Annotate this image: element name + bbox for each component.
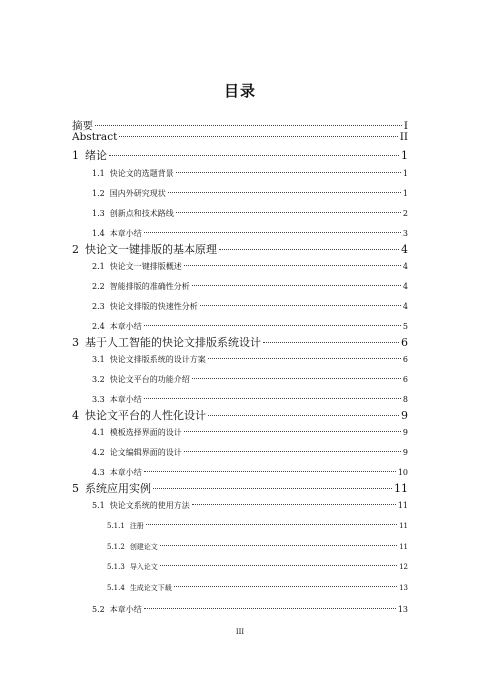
toc-entry-label: Abstract [72,131,118,143]
toc-entry-page: I [403,120,408,132]
toc-entry-number: 1.2 [92,189,105,198]
toc-entry[interactable] [92,281,408,292]
toc-entry-page: 4 [402,282,408,291]
toc-entry-page: 6 [402,355,408,364]
toc-entry-label: 快论文一键排版的基本原理 [85,243,217,256]
toc-entry-page: 4 [402,302,408,311]
toc-dot-leader [184,431,401,432]
toc-entry-number: 3.3 [92,395,105,404]
toc-entry-number: 4.3 [92,468,105,477]
toc-entry-page: 10 [397,468,408,477]
toc-entry-label: 国内外研究现状 [109,189,166,198]
toc-entry[interactable] [107,562,408,572]
toc-entry-number: 2.2 [92,282,105,291]
toc-entry-label: 导入论文 [129,563,158,571]
toc-dot-leader [174,586,397,587]
toc-entry-label: 系统应用实例 [85,482,151,495]
toc-entry[interactable] [92,467,408,478]
toc-entry-label: 快论文系统的使用方法 [109,501,190,510]
toc-dot-leader [95,125,402,126]
toc-entry-page: 1 [401,149,408,162]
toc-entry-label: 本章小结 [109,322,142,331]
toc-entry[interactable] [92,354,408,365]
toc-entry[interactable] [92,168,408,179]
toc-entry-label: 本章小结 [109,395,142,404]
toc-entry-page: 11 [399,543,408,551]
toc-dot-leader [176,172,401,173]
toc-entry-number: 2.1 [92,262,105,271]
toc-entry-page: 13 [397,605,408,614]
toc-entry[interactable] [72,407,408,423]
toc-dot-leader [192,378,401,379]
toc-dot-leader [219,249,399,250]
toc-entry-number: 5.2 [92,605,105,614]
toc-entry[interactable] [92,208,408,219]
toc-entry-label: 本章小结 [109,229,142,238]
toc-entry-label: 快论文平台的人性化设计 [85,409,206,422]
toc-entry-page: 11 [399,522,408,530]
toc-dot-leader [109,155,399,156]
toc-entry[interactable] [72,131,408,143]
toc-entry-page: 2 [402,209,408,218]
toc-entry-label: 快论文排版系统的设计方案 [109,355,206,364]
toc-dot-leader [160,545,397,546]
toc-dot-leader [146,524,397,525]
toc-entry-page: 9 [402,428,408,437]
toc-entry-number: 3 [72,336,79,349]
toc-entry-number: 1.4 [92,229,105,238]
toc-entry-number: 1.1 [92,169,105,178]
toc-entry-label: 生成论文下载 [129,584,172,592]
toc-entry-number: 5.1 [92,501,105,510]
toc-entry-number: 5 [72,482,79,495]
toc-entry[interactable] [92,604,408,615]
toc-dot-leader [192,504,396,505]
toc-dot-leader [168,192,401,193]
toc-entry-number: 4.1 [92,428,105,437]
toc-entry-page: 11 [394,482,408,495]
toc-dot-leader [144,232,401,233]
toc-entry-page: 8 [402,395,408,404]
toc-entry-number: 1.3 [92,209,105,218]
toc-entry-number: 2.4 [92,322,105,331]
toc-dot-leader [144,325,401,326]
toc-dot-leader [208,358,401,359]
toc-dot-leader [208,415,399,416]
toc-dot-leader [144,398,401,399]
toc-dot-leader [184,451,401,452]
page-number: III [235,628,245,636]
toc-entry-page: II [399,131,408,143]
toc-entry[interactable] [92,261,408,272]
toc-dot-leader [200,305,401,306]
toc-entry[interactable] [92,394,408,405]
toc-entry-page: 9 [401,409,408,422]
toc-entry-page: 6 [401,336,408,349]
toc-entry-label: 快论文一键排版概述 [109,262,182,271]
toc-dot-leader [176,212,401,213]
toc-dot-leader [192,285,401,286]
toc-entry[interactable] [72,480,408,496]
toc-entry-number: 4.2 [92,448,105,457]
toc-entry-number: 5.1.2 [107,543,125,551]
toc-entry-label: 快论文平台的功能介绍 [109,375,190,384]
toc-entry-label: 摘要 [72,120,93,132]
toc-entry-number: 3.1 [92,355,105,364]
toc-entry-label: 本章小结 [109,468,142,477]
toc-dot-leader [144,608,396,609]
toc-entry-label: 创新点和技术路线 [109,209,174,218]
toc-entry[interactable] [92,500,408,511]
toc-dot-leader [153,488,392,489]
toc-entry-number: 2.3 [92,302,105,311]
toc-entry-number: 5.1.4 [107,584,125,592]
toc-entry-number: 5.1.1 [107,522,125,530]
toc-entry-label: 本章小结 [109,605,142,614]
toc-entry-page: 4 [402,262,408,271]
toc-entry-label: 模板选择界面的设计 [109,428,182,437]
toc-entry-label: 创建论文 [129,543,158,551]
toc-entry[interactable] [107,521,408,531]
toc-entry-label: 快论文的选题背景 [109,169,174,178]
toc-entry-number: 1 [72,149,79,162]
toc-dot-leader [160,565,397,566]
toc-entry-label: 注册 [129,522,144,530]
toc-entry-page: 6 [402,375,408,384]
toc-entry[interactable] [92,374,408,385]
toc-entry[interactable] [107,583,408,593]
toc-dot-leader [263,342,399,343]
toc-entry-page: 1 [402,169,408,178]
toc-entry-page: 5 [402,322,408,331]
toc-entry[interactable] [107,542,408,552]
toc-entry-page: 1 [402,189,408,198]
toc-dot-leader [119,136,397,137]
toc-entry-page: 3 [402,229,408,238]
toc-entry-number: 2 [72,243,79,256]
toc-entry[interactable] [92,301,408,312]
toc-entry[interactable] [92,228,408,239]
toc-dot-leader [184,265,401,266]
toc-entry-label: 智能排版的准确性分析 [109,282,190,291]
toc-entry-page: 4 [401,243,408,256]
toc-entry[interactable] [92,321,408,332]
toc-title: 目录 [223,82,256,100]
toc-entry-number: 5.1.3 [107,563,125,571]
toc-entry-number: 3.2 [92,375,105,384]
toc-entry[interactable] [92,427,408,438]
toc-entry[interactable] [72,241,408,257]
toc-dot-leader [144,471,396,472]
toc-entry-label: 基于人工智能的快论文排版系统设计 [85,336,261,349]
toc-entry-page: 11 [397,501,408,510]
toc-entry-page: 13 [399,584,408,592]
toc-entry[interactable] [92,188,408,199]
toc-entry[interactable] [72,334,408,350]
toc-entry-label: 绪论 [85,149,107,162]
toc-entry-label: 快论文排版的快速性分析 [109,302,198,311]
toc-entry-page: 12 [399,563,408,571]
toc-entry-page: 9 [402,448,408,457]
toc-entry-label: 论文编辑界面的设计 [109,448,182,457]
toc-entry[interactable] [72,147,408,163]
toc-entry-number: 4 [72,409,79,422]
toc-entry[interactable] [92,447,408,458]
